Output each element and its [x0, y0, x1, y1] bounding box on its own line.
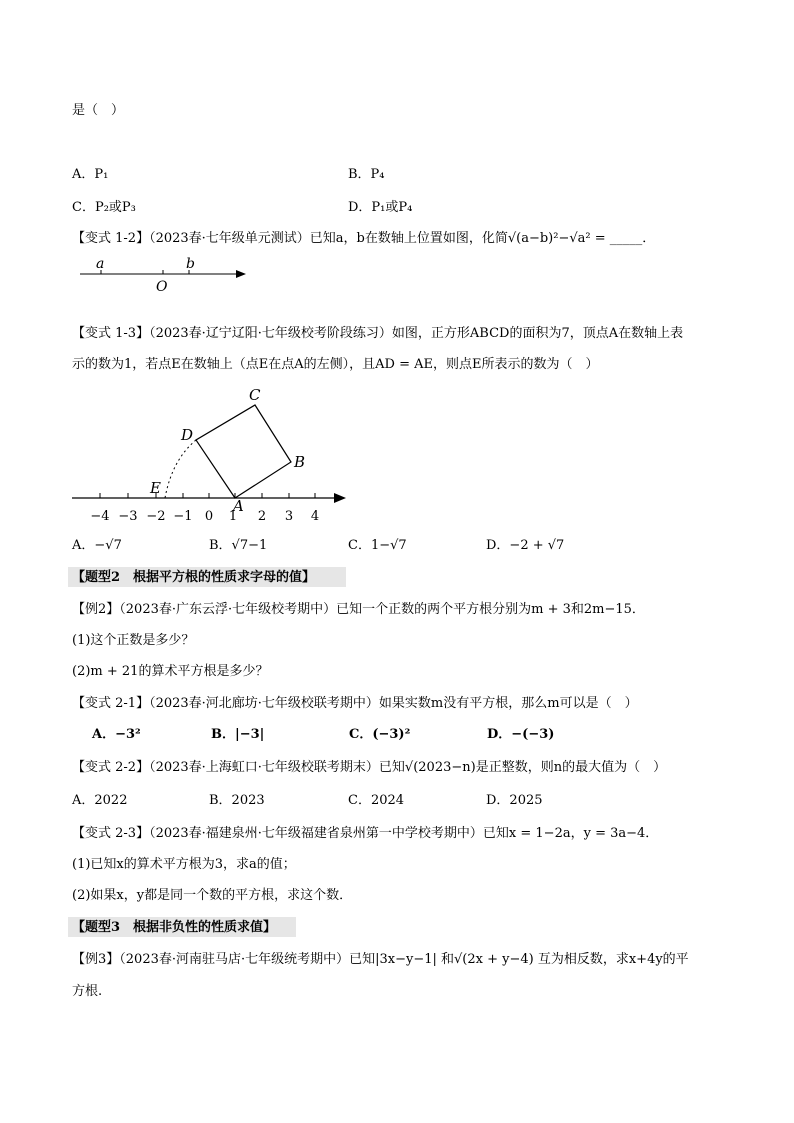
label-d: D — [181, 426, 194, 444]
option-d: D．P₁或P₄ — [348, 200, 413, 215]
option-b: B．√7−1 — [209, 538, 268, 553]
example-3-line2: 方根. — [72, 984, 103, 999]
tick-label: −4 — [90, 509, 110, 524]
option-a: A．−√7 — [72, 538, 122, 553]
variant-1-3-line2: 示的数为1，若点E在数轴上（点E在点A的左侧），且AD = AE，则点E所表示的数为（ ） — [72, 357, 599, 372]
variant-2-3-text: 【变式 2-3】（2023春·福建泉州·七年级福建省泉州第一中学校考期中）已知x = 1−2a，y = 3a−4． — [72, 826, 659, 841]
option-b: B．2023 — [209, 793, 265, 808]
variant-1-2-text: 【变式 1-2】（2023春·七年级单元测试）已知a，b在数轴上位置如图，化简√(a−b)²−√a² = _____． — [72, 231, 656, 246]
option-d: D．−(−3) — [487, 727, 555, 742]
example-2-q2: (2)m + 21的算术平方根是多少？ — [72, 664, 269, 679]
tick-label: 0 — [204, 509, 214, 524]
option-c: C．(−3)² — [349, 727, 411, 742]
option-a: A．P₁ — [72, 167, 109, 182]
variant-1-3-line1: 【变式 1-3】（2023春·辽宁辽阳·七年级校考阶段练习）如图，正方形ABCD的面积为7，顶点A在数轴上表 — [72, 326, 684, 341]
tick-label: −2 — [146, 509, 166, 524]
option-c: C．P₂或P₃ — [72, 200, 136, 215]
tick-label: 1 — [228, 509, 238, 524]
option-c: C．1−√7 — [348, 538, 407, 553]
variant-2-3-q2: (2)如果x，y都是同一个数的平方根，求这个数． — [72, 888, 353, 903]
label-b: B — [294, 453, 306, 471]
section-header-type3: 【题型3 根据非负性的性质求值】 — [72, 920, 277, 935]
square-number-line-figure — [70, 380, 360, 530]
variant-2-1-text: 【变式 2-1】（2023春·河北廊坊·七年级校联考期中）如果实数m没有平方根，那么m可以是（ ） — [72, 696, 638, 711]
tick-label: −1 — [173, 509, 193, 524]
tick-label: 3 — [284, 509, 294, 524]
option-d: D．2025 — [486, 793, 543, 808]
variant-2-3-q1: (1)已知x的算术平方根为3，求a的值； — [72, 857, 296, 872]
label-e: E — [150, 479, 161, 497]
option-a: A．2022 — [72, 793, 128, 808]
tick-label: −3 — [118, 509, 138, 524]
example-2-text: 【例2】（2023春·广东云浮·七年级校考期中）已知一个正数的两个平方根分别为m + 3和2m−15． — [72, 602, 645, 617]
label-a: a — [96, 256, 105, 272]
example-2-q1: (1)这个正数是多少？ — [72, 633, 195, 648]
section-header-type2: 【题型2 根据平方根的性质求字母的值】 — [72, 570, 316, 585]
number-line-figure-1 — [76, 254, 256, 294]
continuation-text: 是（ ） — [72, 103, 125, 118]
example-3-line1: 【例3】（2023春·河南驻马店·七年级统考期中）已知|3x−y−1| 和√(2x + y−4) 互为相反数，求x+4y的平 — [72, 952, 689, 967]
tick-label: 4 — [310, 509, 320, 524]
label-o: O — [156, 279, 168, 295]
option-b: B．P₄ — [348, 167, 385, 182]
option-b: B．|−3| — [211, 727, 265, 742]
option-a: A．−3² — [92, 727, 141, 742]
tick-label: 2 — [257, 509, 267, 524]
variant-2-2-text: 【变式 2-2】（2023春·上海虹口·七年级校联考期末）已知√(2023−n)是正整数，则n的最大值为（ ） — [72, 760, 667, 775]
option-d: D．−2 + √7 — [486, 538, 565, 553]
label-b: b — [186, 256, 195, 272]
label-a: A — [233, 497, 244, 515]
label-c: C — [249, 386, 261, 404]
option-c: C．2024 — [348, 793, 405, 808]
